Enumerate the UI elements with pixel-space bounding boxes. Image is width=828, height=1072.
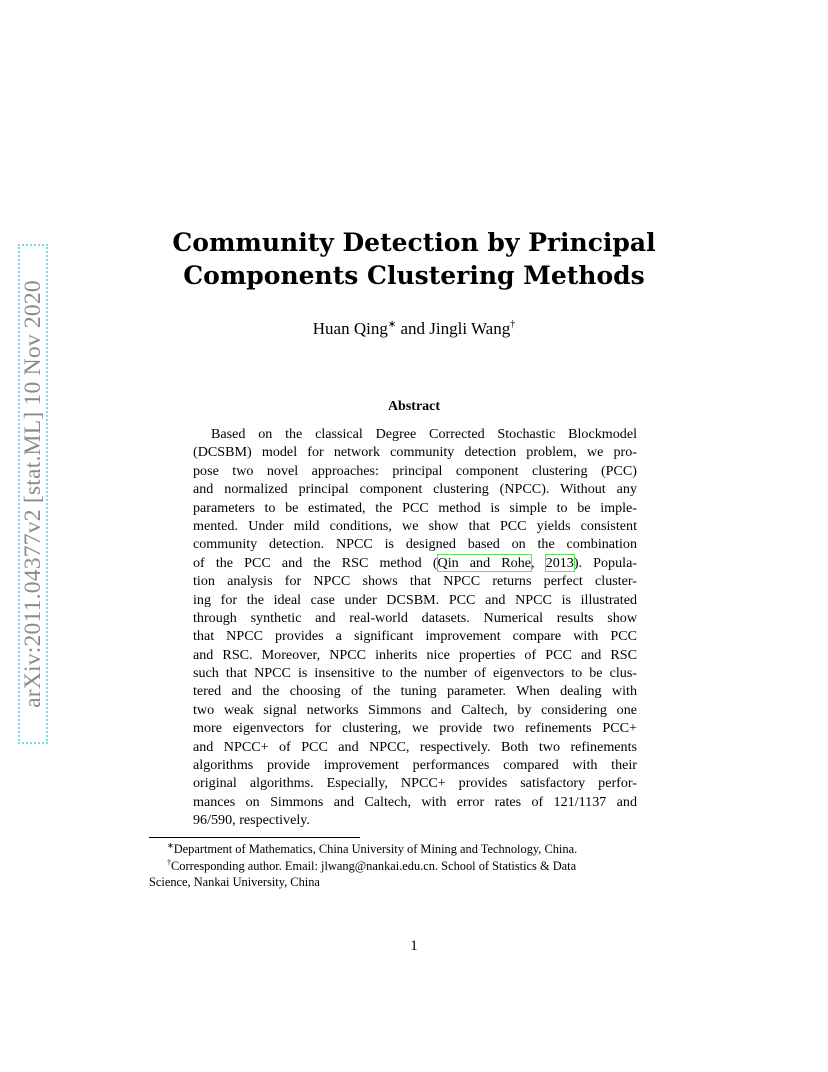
arxiv-identifier: arXiv:2011.04377v2 [stat.ML] 10 Nov 2020 [20,280,46,708]
abstract-line: and NPCC+ of PCC and NPCC, respectively. Both two refinements [193,738,637,755]
abstract-heading: Abstract [387,399,441,414]
page-number: 1 [410,938,418,954]
citation-line-prefix: of the PCC and the RSC method ( [193,554,438,571]
abstract-line: more eigenvectors for clustering, we provide two refinements PCC+ [193,720,637,737]
citation-link-authors[interactable]: Qin and Rohe [437,554,532,571]
abstract-line: through synthetic and real-world datasets. Numerical results show [193,609,637,626]
abstract-line: mances on Simmons and Caltech, with error rates of 121/1137 and [193,793,637,810]
abstract-line: Based on the classical Degree Corrected Stochastic Blockmodel [211,426,637,442]
abstract-line: ing for the ideal case under DCSBM. PCC and NPCC is illustrated [193,591,637,608]
abstract-line: mented. Under mild conditions, we show that PCC yields consistent [193,517,637,534]
paper-title [110,226,718,292]
footnote-marker: † [167,857,171,867]
author-connector: and [396,319,430,338]
abstract-line: and RSC. Moreover, NPCC inherits nice properties of PCC and RSC [193,646,637,663]
footnotes [149,841,679,891]
abstract-citation-line [193,554,637,572]
abstract-line: that NPCC provides a significant improvement compare with PCC [193,628,637,645]
abstract-line: such that NPCC is insensitive to the number of eigenvectors to be clus- [193,665,637,682]
paper-title-line-2: Components Clustering Methods [183,261,645,290]
citation-line-suffix: ). Popula- [573,554,638,571]
abstract-line: pose two novel approaches: principal component clustering (PCC) [193,462,637,479]
abstract-line: two weak signal networks Simmons and Caltech, by considering one [193,701,637,718]
abstract-line: original algorithms. Especially, NPCC+ provides satisfactory perfor- [193,775,637,792]
author-list [110,318,718,340]
arxiv-stamp [18,244,48,744]
footnote-corresponding [149,858,679,875]
footnote-affiliation [149,841,679,858]
abstract-line: and normalized principal component clustering (NPCC). Without any [193,481,637,498]
footnote-continuation: Science, Nankai University, China [149,875,320,890]
author-name: Huan Qing [312,319,388,338]
footnote-marker[interactable]: † [510,319,516,330]
paper-title-line-1: Community Detection by Principal [172,228,656,257]
abstract-line: 96/590, respectively. [193,812,310,829]
footnote-text: Department of Mathematics, China University of Mining and Technology, China. [173,842,578,856]
footnote-marker[interactable]: ∗ [387,319,397,330]
abstract-line: tered and the choosing of the tuning parameter. When dealing with [193,683,637,700]
citation-separator: , [531,554,546,571]
abstract-line: (DCSBM) model for network community detection problem, we pro- [193,444,637,461]
author-name: Jingli Wang [429,319,511,338]
abstract-line: tion analysis for NPCC shows that NPCC returns perfect cluster- [193,573,637,590]
footnote-rule [149,837,360,838]
abstract-line: algorithms provide improvement performances compared with their [193,757,637,774]
abstract-body [193,425,637,830]
citation-link-year[interactable]: 2013 [545,554,574,571]
footnote-text: Corresponding author. Email: jlwang@nankai.edu.cn. School of Statistics & Data [171,858,577,873]
abstract-line: community detection. NPCC is designed based on the combination [193,536,637,553]
footnote-marker: ∗ [167,841,174,850]
abstract-line: parameters to be estimated, the PCC method is simple to be imple- [193,499,637,516]
